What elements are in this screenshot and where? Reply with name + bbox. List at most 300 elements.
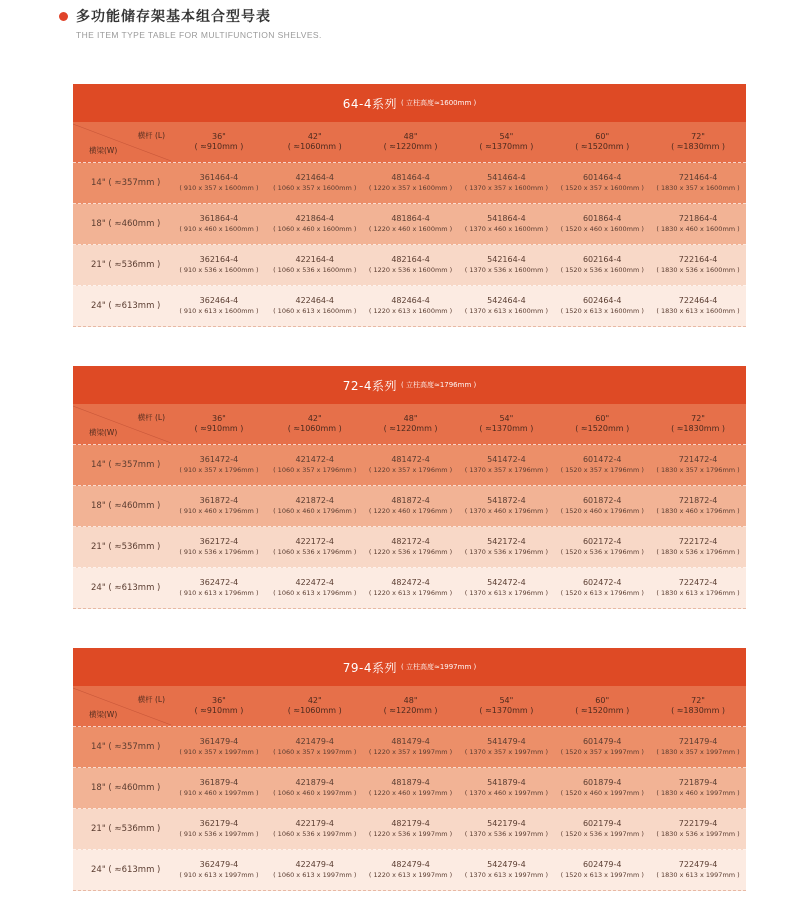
model-code: 602164-4 [582, 255, 622, 264]
column-mm: ( ≈1830mm ) [671, 142, 726, 151]
column-header [363, 122, 459, 162]
model-cell [363, 245, 459, 285]
model-code: 361464-4 [199, 173, 239, 182]
model-code: 482164-4 [391, 255, 430, 264]
model-code: 541864-4 [487, 214, 526, 223]
model-dimensions: ( 1370 x 357 x 1796mm ) [464, 466, 549, 474]
beam-length-label: 横杆 (L) [137, 131, 165, 140]
model-code: 421879-4 [295, 778, 334, 787]
model-cell [267, 568, 363, 608]
model-dimensions: ( 1220 x 460 x 1796mm ) [368, 507, 453, 515]
model-code: 542179-4 [487, 819, 526, 828]
model-cell [363, 445, 459, 485]
model-code: 361872-4 [199, 496, 239, 505]
model-code: 481464-4 [391, 173, 430, 182]
model-cell [650, 527, 746, 567]
model-cell [650, 486, 746, 526]
row-label: 14" ( ≈357mm ) [91, 742, 161, 752]
column-header-row [73, 686, 746, 727]
table-row [73, 486, 746, 527]
beam-width-label: 横梁(W) [89, 146, 118, 155]
series-table [73, 84, 746, 327]
model-dimensions: ( 910 x 536 x 1600mm ) [179, 266, 259, 274]
model-dimensions: ( 1060 x 613 x 1796mm ) [273, 589, 357, 597]
column-inch: 42" [307, 414, 322, 423]
column-inch: 42" [307, 696, 322, 705]
model-cell [171, 286, 267, 326]
model-code: 361472-4 [199, 455, 239, 464]
model-dimensions: ( 1220 x 357 x 1796mm ) [368, 466, 453, 474]
model-code: 362172-4 [199, 537, 239, 546]
model-code: 362479-4 [199, 860, 239, 869]
model-cell [171, 727, 267, 767]
model-code: 481472-4 [391, 455, 430, 464]
model-dimensions: ( 1060 x 357 x 1997mm ) [273, 748, 357, 756]
diagonal-divider [73, 686, 171, 727]
model-dimensions: ( 1220 x 536 x 1600mm ) [368, 266, 453, 274]
model-cell [171, 568, 267, 608]
model-dimensions: ( 1220 x 536 x 1796mm ) [368, 548, 453, 556]
model-cell [650, 809, 746, 849]
model-cell [458, 568, 554, 608]
model-code: 361879-4 [199, 778, 239, 787]
model-code: 481879-4 [391, 778, 430, 787]
model-dimensions: ( 1830 x 613 x 1796mm ) [656, 589, 740, 597]
model-code: 722179-4 [678, 819, 718, 828]
row-label: 18" ( ≈460mm ) [91, 783, 161, 793]
model-cell [171, 445, 267, 485]
model-cell [267, 768, 363, 808]
column-mm: ( ≈1370mm ) [479, 706, 534, 715]
model-code: 482472-4 [391, 578, 430, 587]
model-cell [267, 445, 363, 485]
post-height-note: ( 立柱高度≈1600mm ) [401, 99, 477, 107]
model-code: 482179-4 [391, 819, 430, 828]
model-cell [554, 486, 650, 526]
series-name: 64-4系列 [342, 96, 397, 111]
model-code: 541479-4 [487, 737, 526, 746]
post-height-note: ( 立柱高度≈1796mm ) [401, 381, 477, 389]
column-mm: ( ≈1060mm ) [287, 424, 342, 433]
model-code: 542172-4 [487, 537, 526, 546]
model-code: 601864-4 [582, 214, 622, 223]
table-row [73, 727, 746, 768]
column-header [267, 686, 363, 726]
model-cell [458, 527, 554, 567]
table-row [73, 768, 746, 809]
model-cell [458, 809, 554, 849]
model-dimensions: ( 1370 x 460 x 1796mm ) [464, 507, 549, 515]
model-code: 722172-4 [678, 537, 718, 546]
model-cell [554, 286, 650, 326]
model-code: 482172-4 [391, 537, 430, 546]
model-cell [554, 163, 650, 203]
model-code: 422464-4 [295, 296, 334, 305]
model-code: 421479-4 [295, 737, 334, 746]
column-header [554, 404, 650, 444]
model-cell [458, 727, 554, 767]
model-cell [363, 809, 459, 849]
model-code: 542472-4 [487, 578, 526, 587]
model-cell [363, 527, 459, 567]
table-row [73, 445, 746, 486]
model-dimensions: ( 1060 x 460 x 1600mm ) [273, 225, 357, 233]
column-inch: 48" [403, 132, 418, 141]
model-dimensions: ( 910 x 460 x 1796mm ) [179, 507, 259, 515]
column-inch: 54" [499, 414, 514, 423]
model-code: 722472-4 [678, 578, 718, 587]
model-code: 541872-4 [487, 496, 526, 505]
row-label: 21" ( ≈536mm ) [91, 260, 161, 270]
column-inch: 72" [691, 132, 705, 141]
model-dimensions: ( 1520 x 536 x 1796mm ) [560, 548, 644, 556]
model-cell [171, 768, 267, 808]
model-dimensions: ( 1830 x 460 x 1997mm ) [656, 789, 740, 797]
column-header-row [73, 122, 746, 163]
model-dimensions: ( 910 x 460 x 1997mm ) [179, 789, 259, 797]
beam-length-label: 横杆 (L) [137, 695, 165, 704]
model-cell [267, 486, 363, 526]
model-cell [363, 727, 459, 767]
model-code: 721879-4 [678, 778, 718, 787]
model-cell [363, 768, 459, 808]
column-header [267, 404, 363, 444]
model-cell [554, 527, 650, 567]
model-code: 422479-4 [295, 860, 334, 869]
page-title: 多功能储存架基本组合型号表 [76, 9, 271, 25]
model-dimensions: ( 1370 x 613 x 1997mm ) [464, 871, 549, 879]
model-code: 602179-4 [582, 819, 622, 828]
model-cell [554, 809, 650, 849]
model-dimensions: ( 1220 x 536 x 1997mm ) [368, 830, 453, 838]
model-dimensions: ( 1520 x 357 x 1997mm ) [560, 748, 644, 756]
model-dimensions: ( 1830 x 357 x 1600mm ) [656, 184, 740, 192]
model-cell [650, 727, 746, 767]
model-cell [171, 850, 267, 890]
column-inch: 54" [499, 132, 514, 141]
model-code: 722479-4 [678, 860, 718, 869]
model-dimensions: ( 910 x 357 x 1796mm ) [179, 466, 259, 474]
model-code: 721464-4 [678, 173, 718, 182]
model-dimensions: ( 1830 x 536 x 1796mm ) [656, 548, 740, 556]
model-cell [458, 163, 554, 203]
series-table [73, 648, 746, 891]
column-inch: 42" [307, 132, 322, 141]
model-cell [171, 245, 267, 285]
column-inch: 60" [595, 132, 610, 141]
column-header [554, 686, 650, 726]
model-cell [267, 727, 363, 767]
model-cell [554, 727, 650, 767]
model-cell [267, 809, 363, 849]
model-code: 542479-4 [487, 860, 526, 869]
model-code: 602464-4 [582, 296, 622, 305]
column-mm: ( ≈1370mm ) [479, 424, 534, 433]
column-inch: 72" [691, 696, 705, 705]
model-dimensions: ( 1830 x 357 x 1796mm ) [656, 466, 740, 474]
column-inch: 36" [211, 414, 226, 423]
model-code: 362464-4 [199, 296, 239, 305]
model-dimensions: ( 910 x 613 x 1997mm ) [179, 871, 259, 879]
column-mm: ( ≈1060mm ) [287, 142, 342, 151]
model-code: 482479-4 [391, 860, 430, 869]
diagonal-divider [73, 404, 171, 445]
model-dimensions: ( 1060 x 460 x 1997mm ) [273, 789, 357, 797]
page-subtitle: THE ITEM TYPE TABLE FOR MULTIFUNCTION SHELVES. [76, 30, 322, 40]
column-mm: ( ≈1060mm ) [287, 706, 342, 715]
model-dimensions: ( 1060 x 357 x 1600mm ) [273, 184, 357, 192]
model-code: 601879-4 [582, 778, 622, 787]
model-code: 421864-4 [295, 214, 334, 223]
model-cell [363, 850, 459, 890]
model-cell [458, 204, 554, 244]
model-code: 721864-4 [678, 214, 718, 223]
row-label: 21" ( ≈536mm ) [91, 824, 161, 834]
model-dimensions: ( 1220 x 357 x 1997mm ) [368, 748, 453, 756]
model-code: 602472-4 [582, 578, 622, 587]
column-mm: ( ≈1520mm ) [575, 706, 630, 715]
model-cell [363, 204, 459, 244]
column-header [650, 122, 746, 162]
model-code: 422472-4 [295, 578, 334, 587]
series-table [73, 366, 746, 609]
model-dimensions: ( 1830 x 460 x 1600mm ) [656, 225, 740, 233]
model-code: 422164-4 [295, 255, 334, 264]
post-height-note: ( 立柱高度≈1997mm ) [401, 663, 477, 671]
column-mm: ( ≈1830mm ) [671, 706, 726, 715]
model-cell [458, 850, 554, 890]
model-code: 481872-4 [391, 496, 430, 505]
model-cell [458, 245, 554, 285]
model-cell [650, 568, 746, 608]
model-dimensions: ( 1520 x 613 x 1997mm ) [560, 871, 644, 879]
model-dimensions: ( 1830 x 357 x 1997mm ) [656, 748, 740, 756]
series-name: 79-4系列 [342, 660, 397, 675]
column-mm: ( ≈910mm ) [194, 142, 244, 151]
model-dimensions: ( 1520 x 357 x 1600mm ) [560, 184, 644, 192]
model-code: 721872-4 [678, 496, 718, 505]
model-dimensions: ( 1220 x 460 x 1600mm ) [368, 225, 453, 233]
row-label: 18" ( ≈460mm ) [91, 219, 161, 229]
model-dimensions: ( 910 x 613 x 1796mm ) [179, 589, 259, 597]
model-cell [267, 286, 363, 326]
model-cell [363, 286, 459, 326]
column-mm: ( ≈910mm ) [194, 706, 244, 715]
model-code: 361479-4 [199, 737, 239, 746]
model-dimensions: ( 1520 x 357 x 1796mm ) [560, 466, 644, 474]
model-cell [650, 286, 746, 326]
column-mm: ( ≈1220mm ) [383, 142, 438, 151]
model-dimensions: ( 1830 x 536 x 1997mm ) [656, 830, 740, 838]
column-header [554, 122, 650, 162]
column-header [458, 404, 554, 444]
beam-width-label: 横梁(W) [89, 710, 118, 719]
model-code: 541879-4 [487, 778, 526, 787]
model-dimensions: ( 1370 x 357 x 1997mm ) [464, 748, 549, 756]
model-code: 601479-4 [582, 737, 622, 746]
model-dimensions: ( 1520 x 460 x 1600mm ) [560, 225, 644, 233]
table-row [73, 204, 746, 245]
model-dimensions: ( 1520 x 613 x 1796mm ) [560, 589, 644, 597]
model-dimensions: ( 1370 x 536 x 1997mm ) [464, 830, 549, 838]
model-code: 361864-4 [199, 214, 239, 223]
model-dimensions: ( 1060 x 613 x 1997mm ) [273, 871, 357, 879]
model-dimensions: ( 1370 x 460 x 1997mm ) [464, 789, 549, 797]
row-label: 24" ( ≈613mm ) [91, 301, 161, 311]
row-label: 24" ( ≈613mm ) [91, 865, 161, 875]
corner-header [73, 404, 171, 444]
column-header [650, 404, 746, 444]
model-dimensions: ( 1060 x 460 x 1796mm ) [273, 507, 357, 515]
model-cell [267, 163, 363, 203]
model-code: 601472-4 [582, 455, 622, 464]
table-row [73, 163, 746, 204]
column-header [267, 122, 363, 162]
column-header [458, 686, 554, 726]
series-title-bar [73, 366, 746, 404]
column-mm: ( ≈1220mm ) [383, 424, 438, 433]
model-cell [554, 445, 650, 485]
model-dimensions: ( 1830 x 613 x 1600mm ) [656, 307, 740, 315]
model-dimensions: ( 1060 x 536 x 1997mm ) [273, 830, 357, 838]
model-code: 362179-4 [199, 819, 239, 828]
model-cell [171, 527, 267, 567]
row-label: 24" ( ≈613mm ) [91, 583, 161, 593]
column-header [363, 686, 459, 726]
column-inch: 72" [691, 414, 705, 423]
row-label: 14" ( ≈357mm ) [91, 178, 161, 188]
model-code: 542464-4 [487, 296, 526, 305]
column-header [171, 686, 267, 726]
series-title-bar [73, 648, 746, 686]
model-dimensions: ( 1220 x 357 x 1600mm ) [368, 184, 453, 192]
model-dimensions: ( 1060 x 536 x 1600mm ) [273, 266, 357, 274]
model-cell [650, 163, 746, 203]
row-label: 18" ( ≈460mm ) [91, 501, 161, 511]
model-code: 542164-4 [487, 255, 526, 264]
model-cell [171, 163, 267, 203]
model-dimensions: ( 1220 x 613 x 1600mm ) [368, 307, 453, 315]
column-inch: 36" [211, 132, 226, 141]
model-cell [650, 204, 746, 244]
model-dimensions: ( 1830 x 460 x 1796mm ) [656, 507, 740, 515]
model-dimensions: ( 1220 x 613 x 1997mm ) [368, 871, 453, 879]
column-inch: 60" [595, 696, 610, 705]
model-dimensions: ( 910 x 536 x 1997mm ) [179, 830, 259, 838]
model-dimensions: ( 1830 x 613 x 1997mm ) [656, 871, 740, 879]
model-cell [363, 568, 459, 608]
model-code: 481864-4 [391, 214, 430, 223]
column-header [171, 404, 267, 444]
table-row [73, 286, 746, 327]
model-cell [267, 527, 363, 567]
model-dimensions: ( 910 x 536 x 1796mm ) [179, 548, 259, 556]
table-row [73, 245, 746, 286]
model-dimensions: ( 1520 x 613 x 1600mm ) [560, 307, 644, 315]
model-dimensions: ( 1370 x 613 x 1796mm ) [464, 589, 549, 597]
column-inch: 48" [403, 696, 418, 705]
model-dimensions: ( 1370 x 357 x 1600mm ) [464, 184, 549, 192]
column-header-row [73, 404, 746, 445]
model-cell [554, 768, 650, 808]
model-cell [650, 445, 746, 485]
model-cell [554, 850, 650, 890]
model-cell [171, 809, 267, 849]
model-code: 481479-4 [391, 737, 430, 746]
column-mm: ( ≈1830mm ) [671, 424, 726, 433]
model-cell [554, 245, 650, 285]
column-header [650, 686, 746, 726]
column-mm: ( ≈910mm ) [194, 424, 244, 433]
model-dimensions: ( 910 x 357 x 1997mm ) [179, 748, 259, 756]
model-dimensions: ( 1520 x 536 x 1600mm ) [560, 266, 644, 274]
model-code: 602479-4 [582, 860, 622, 869]
model-dimensions: ( 1220 x 460 x 1997mm ) [368, 789, 453, 797]
column-mm: ( ≈1520mm ) [575, 424, 630, 433]
model-cell [458, 445, 554, 485]
model-cell [171, 486, 267, 526]
column-mm: ( ≈1220mm ) [383, 706, 438, 715]
model-code: 421472-4 [295, 455, 334, 464]
model-cell [267, 204, 363, 244]
model-dimensions: ( 1520 x 460 x 1796mm ) [560, 507, 644, 515]
model-cell [363, 163, 459, 203]
row-label: 21" ( ≈536mm ) [91, 542, 161, 552]
model-dimensions: ( 1060 x 357 x 1796mm ) [273, 466, 357, 474]
model-code: 422172-4 [295, 537, 334, 546]
model-code: 362164-4 [199, 255, 239, 264]
table-row [73, 527, 746, 568]
model-code: 421464-4 [295, 173, 334, 182]
model-code: 601872-4 [582, 496, 622, 505]
column-inch: 36" [211, 696, 226, 705]
model-cell [267, 850, 363, 890]
model-code: 541472-4 [487, 455, 526, 464]
beam-length-label: 横杆 (L) [137, 413, 165, 422]
model-code: 721479-4 [678, 737, 718, 746]
model-dimensions: ( 1370 x 536 x 1796mm ) [464, 548, 549, 556]
model-dimensions: ( 1060 x 536 x 1796mm ) [273, 548, 357, 556]
model-code: 721472-4 [678, 455, 718, 464]
model-cell [554, 568, 650, 608]
model-dimensions: ( 1370 x 460 x 1600mm ) [464, 225, 549, 233]
column-header [363, 404, 459, 444]
model-code: 482464-4 [391, 296, 430, 305]
model-code: 722464-4 [678, 296, 718, 305]
model-dimensions: ( 910 x 460 x 1600mm ) [179, 225, 259, 233]
model-cell [554, 204, 650, 244]
model-code: 362472-4 [199, 578, 239, 587]
model-dimensions: ( 1060 x 613 x 1600mm ) [273, 307, 357, 315]
diagonal-divider [73, 122, 171, 163]
column-inch: 48" [403, 414, 418, 423]
model-cell [458, 486, 554, 526]
corner-header [73, 122, 171, 162]
corner-header [73, 686, 171, 726]
model-cell [267, 245, 363, 285]
beam-width-label: 横梁(W) [89, 428, 118, 437]
table-row [73, 809, 746, 850]
table-row [73, 850, 746, 891]
model-dimensions: ( 910 x 357 x 1600mm ) [179, 184, 259, 192]
model-cell [650, 768, 746, 808]
bullet-icon [59, 12, 68, 21]
model-dimensions: ( 1520 x 460 x 1997mm ) [560, 789, 644, 797]
model-code: 722164-4 [678, 255, 718, 264]
column-header [458, 122, 554, 162]
row-label: 14" ( ≈357mm ) [91, 460, 161, 470]
model-code: 422179-4 [295, 819, 334, 828]
